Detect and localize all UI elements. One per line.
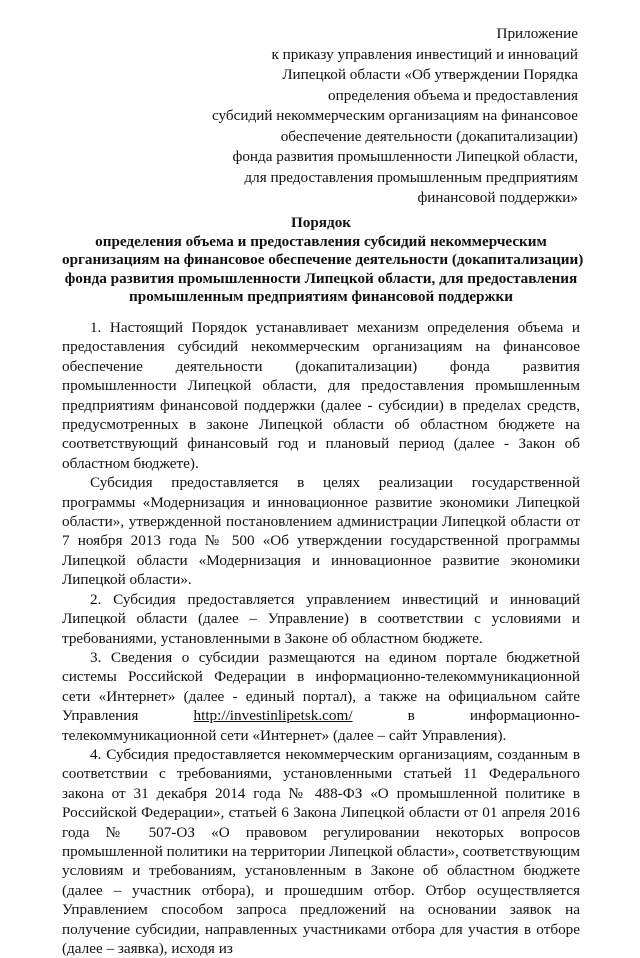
paragraph-2: Субсидия предоставляется в целях реализации государственной программы «Модернизация и инновационное развитие экономики Липецкой области», утвержденной постановлением администрации Липецкой области от 7 ноября 2013 года № 500 «Об утверждении государственной программы Липецкой области «Модернизация и инновационное развитие экономики Липецкой области». bbox=[62, 474, 580, 589]
paragraph-3: 2. Субсидия предоставляется управлением инвестиций и инноваций Липецкой области (далее – Управление) в соответствии с условиями и требованиями, установленными в Законе об областном бюджете. bbox=[62, 590, 580, 647]
appendix-line: Приложение bbox=[496, 25, 578, 42]
paragraph-5: 4. Субсидия предоставляется некоммерческим организациям, созданным в соответствии с требованиями, установленными статьей 11 Федерального закона от 31 декабря 2014 года № 488-ФЗ «О промышленной политике в Российской Федерации», статьей 6 Закона Липецкой области от 01 апреля 2016 года № 507-ОЗ «О правовом регулировании некоторых вопросов промышленной политики на территории Липецкой области», соответствующим условиям и требованиям, установленным в Законе об областном бюджете (далее – участник отбора), и прошедшим отбор. Отбор осуществляется Управлением способом запроса предложений на основании заявок на получение субсидии, направленных участниками отбора для участия в отборе (далее – заявка), исходя из bbox=[62, 745, 580, 957]
appendix-header bbox=[200, 24, 578, 209]
paragraph-1: 1. Настоящий Порядок устанавливает механизм определения объема и предоставления субсидий некоммерческим организациям на финансовое обеспечение деятельности (докапитализации) фонда развития промышленности Липецкой области, для предоставления промышленным предприятиям финансовой поддержки (далее - субсидии) в пределах средств, предусмотренных в законе Липецкой области об областном бюджете на соответствующий финансовый год и плановый период (далее - Закон об областном бюджете). bbox=[62, 319, 580, 472]
appendix-line: фонда развития промышленности Липецкой области, bbox=[232, 148, 578, 165]
appendix-line: для предоставления промышленным предприятиям bbox=[244, 168, 578, 186]
appendix-line: определения объема и предоставления bbox=[328, 86, 578, 104]
appendix-line: Липецкой области «Об утверждении Порядка bbox=[282, 66, 578, 83]
title-line: организациям на финансовое обеспечение деятельности (докапитализации) bbox=[62, 251, 584, 269]
appendix-line: к приказу управления инвестиций и инноваций bbox=[271, 45, 578, 63]
appendix-line: обеспечение деятельности (докапитализации) bbox=[280, 127, 578, 145]
appendix-line: финансовой поддержки» bbox=[417, 189, 578, 206]
appendix-line: субсидий некоммерческим организациям на финансовое bbox=[211, 107, 578, 124]
document-body bbox=[62, 318, 580, 958]
title-line: определения объема и предоставления субсидий некоммерческим bbox=[95, 232, 547, 250]
title-line: фонда развития промышленности Липецкой области, для предоставления bbox=[64, 269, 578, 287]
title-line: промышленным предприятиям финансовой поддержки bbox=[129, 288, 513, 306]
document-title bbox=[62, 214, 584, 307]
title-line: Порядок bbox=[290, 214, 352, 231]
paragraph-4-text-before: 3. Сведения о субсидии размещаются на едином портале бюджетной системы Российской Федерации в информационно-телекоммуникационной сети «Интернет» (далее - единый портал), а также на официальном сайте Управления bbox=[62, 648, 580, 725]
paragraph-4 bbox=[62, 648, 580, 745]
website-link[interactable]: http://investinlipetsk.com/ bbox=[193, 707, 353, 725]
paragraph-4-text-after: в информационно-телекоммуникационной сети «Интернет» (далее – сайт Управления). bbox=[62, 707, 580, 744]
